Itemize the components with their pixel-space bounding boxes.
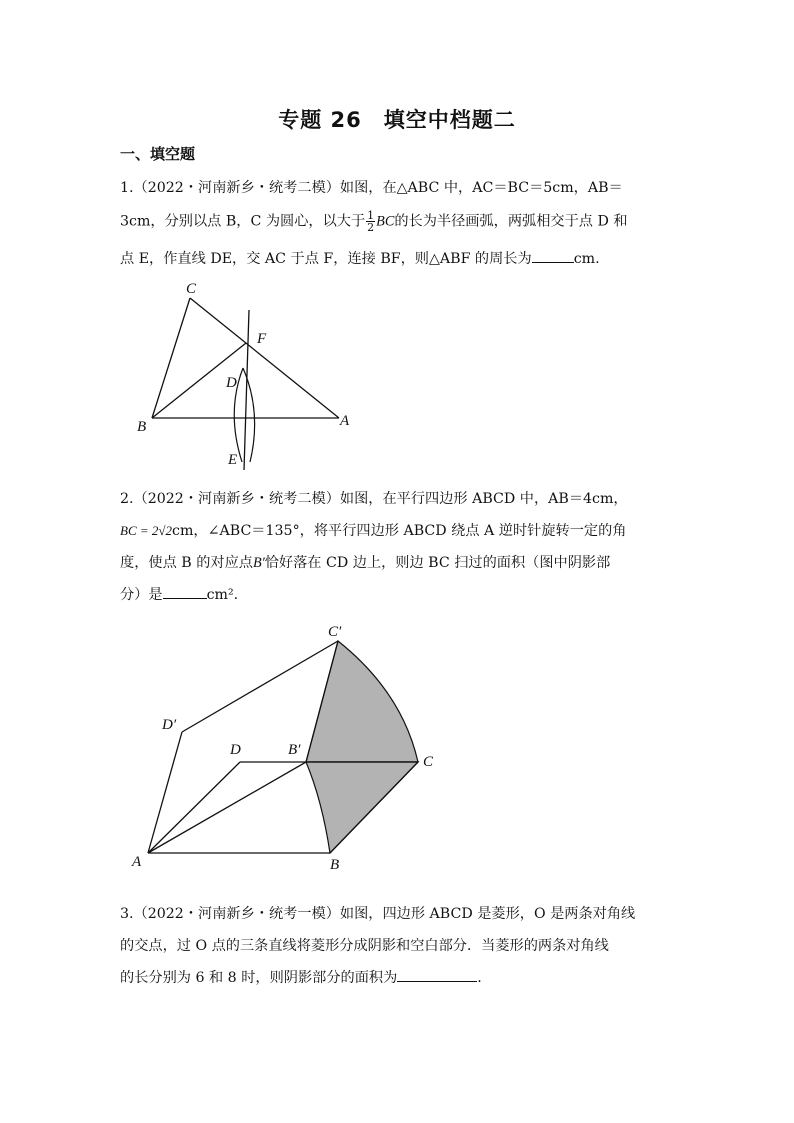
q1-line-3a: 点 E，作直线 DE，交 AC 于点 F，连接 BF，则△ABF 的周长为 — [120, 251, 532, 267]
label-c: C — [186, 281, 197, 297]
fraction-numerator: 1 — [367, 209, 375, 222]
q1-line-2b: 的长为半径画弧，两弧相交于点 D 和 — [394, 213, 628, 230]
bc-expression: BC = 2√2 — [120, 523, 173, 538]
segment-d-prime-c-prime — [182, 641, 338, 732]
page-title: 专题 26 填空中档题二 — [278, 108, 516, 132]
q3-line-3a: 的长分别为 6 和 8 时，则阴影部分的面积为 — [120, 970, 398, 986]
q2-line-3b: 恰好落在 CD 边上，则边 BC 扫过的面积（图中阴影部 — [264, 555, 611, 571]
fraction-one-half — [366, 210, 375, 233]
q1-line-1: 1.（2022・河南新乡・统考二模）如图，在△ABC 中，AC＝BC＝5cm，AB＝ — [120, 180, 623, 196]
answer-blank-2[interactable] — [163, 584, 207, 599]
label-c-prime: C′ — [328, 624, 342, 640]
q3-line-1: 3.（2022・河南新乡・统考一模）如图，四边形 ABCD 是菱形，O 是两条对角线 — [120, 906, 636, 922]
segment-cb — [152, 298, 190, 418]
q3-line-3 — [120, 967, 482, 987]
label-a: A — [132, 854, 142, 870]
segment-ad-prime — [148, 732, 182, 853]
segment-bc: BC — [376, 213, 395, 230]
label-d: D — [226, 375, 237, 391]
figure-1-triangle — [130, 278, 360, 473]
q2-line-4b: cm². — [206, 587, 239, 603]
q2-line-2a: cm，∠ABC＝135°，将平行四边形 ABCD 绕点 A 逆时针旋转一定的角 — [172, 523, 627, 539]
label-b: B — [137, 419, 147, 435]
segment-ca — [190, 298, 339, 418]
fraction-denominator: 2 — [367, 221, 375, 234]
q2-line-3a: 度，使点 B 的对应点 — [120, 555, 253, 571]
label-b-prime: B′ — [288, 742, 301, 758]
label-d: D — [230, 742, 241, 758]
q3-line-2: 的交点，过 O 点的三条直线将菱形分成阴影和空白部分．当菱形的两条对角线 — [120, 938, 609, 954]
q2-line-4a: 分）是 — [120, 587, 163, 603]
answer-blank-3[interactable] — [397, 967, 477, 982]
q1-line-2a: 3cm，分别以点 B，C 为圆心，以大于 — [120, 213, 366, 230]
section-heading: 一、填空题 — [120, 145, 196, 163]
label-c: C — [423, 754, 434, 770]
figure-2-parallelogram — [125, 615, 445, 880]
q2-line-3 — [120, 552, 610, 572]
label-a: A — [340, 413, 350, 429]
label-b: B — [330, 857, 340, 873]
label-d-prime: D′ — [162, 717, 177, 733]
q2-line-2 — [120, 520, 626, 540]
q3-line-3b: . — [477, 970, 482, 986]
label-e: E — [228, 452, 238, 468]
q1-line-2 — [120, 210, 628, 233]
q1-line-3b: cm. — [573, 251, 600, 267]
shaded-region-upper — [306, 641, 418, 762]
point-b-prime: B′ — [252, 555, 265, 571]
q2-line-4 — [120, 584, 238, 604]
q2-line-1: 2.（2022・河南新乡・统考二模）如图，在平行四边形 ABCD 中，AB＝4cm， — [120, 491, 628, 507]
line-de — [244, 310, 249, 470]
answer-blank-1[interactable] — [532, 248, 574, 263]
q1-line-3 — [120, 248, 600, 268]
shaded-region-lower — [306, 762, 418, 853]
label-f: F — [257, 331, 267, 347]
